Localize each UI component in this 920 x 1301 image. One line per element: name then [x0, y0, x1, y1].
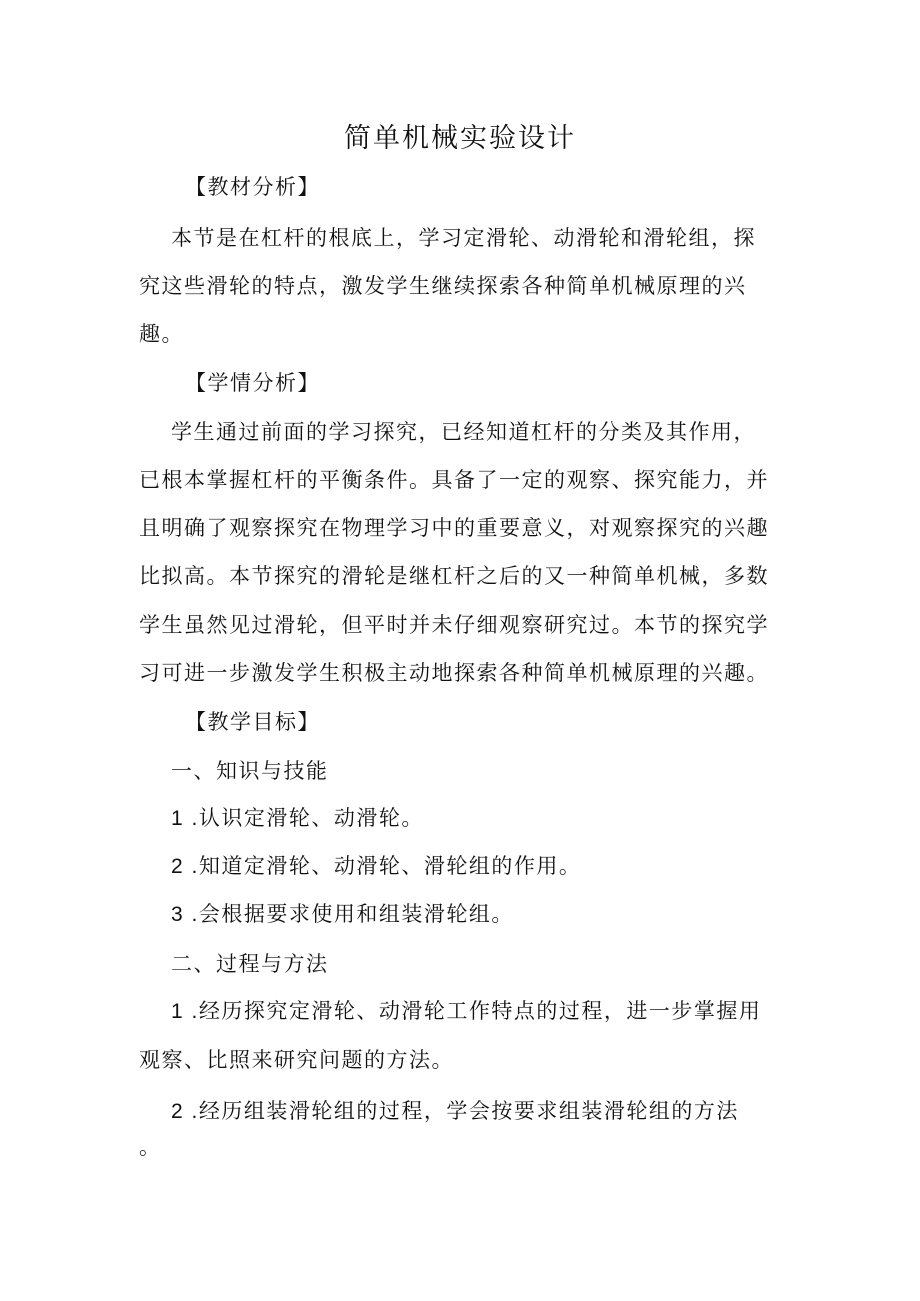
list-item: 2 .知道定滑轮、动滑轮、滑轮组的作用。	[171, 855, 582, 878]
section-heading-learner-analysis: 【学情分析】	[185, 371, 320, 395]
list-item: 1 .认识定滑轮、动滑轮。	[171, 807, 424, 830]
paragraph-line: 且明确了观察探究在物理学习中的重要意义，对观察探究的兴趣	[139, 516, 769, 540]
document-title: 简单机械实验设计	[344, 123, 576, 154]
paragraph-line: 学生通过前面的学习探究，已经知道杠杆的分类及其作用，	[171, 420, 756, 444]
list-item-line: 2 .经历组装滑轮组的过程，学会按要求组装滑轮组的方法	[171, 1100, 739, 1123]
paragraph-line: 习可进一步激发学生积极主动地探索各种简单机械原理的兴趣。	[139, 661, 769, 685]
section-heading-teaching-objectives: 【教学目标】	[185, 710, 320, 734]
list-item: 3 .会根据要求使用和组装滑轮组。	[171, 903, 514, 926]
paragraph-line: 已根本掌握杠杆的平衡条件。具备了一定的观察、探究能力，并	[139, 468, 769, 492]
subsection-heading-knowledge-skills: 一、知识与技能	[171, 759, 329, 783]
list-item-line: 观察、比照来研究问题的方法。	[139, 1048, 454, 1072]
paragraph-line: 学生虽然见过滑轮，但平时并未仔细观察研究过。本节的探究学	[139, 613, 769, 637]
paragraph-line: 趣。	[139, 322, 184, 346]
section-heading-textbook-analysis: 【教材分析】	[185, 175, 320, 199]
paragraph-line: 究这些滑轮的特点，激发学生继续探索各种简单机械原理的兴	[139, 274, 747, 298]
list-item-line: 。	[139, 1135, 162, 1159]
list-item-line: 1 .经历探究定滑轮、动滑轮工作特点的过程，进一步掌握用	[171, 1000, 762, 1023]
subsection-heading-process-methods: 二、过程与方法	[171, 952, 329, 976]
paragraph-line: 比拟高。本节探究的滑轮是继杠杆之后的又一种简单机械，多数	[139, 564, 769, 588]
paragraph-line: 本节是在杠杆的根底上，学习定滑轮、动滑轮和滑轮组，探	[171, 226, 756, 250]
